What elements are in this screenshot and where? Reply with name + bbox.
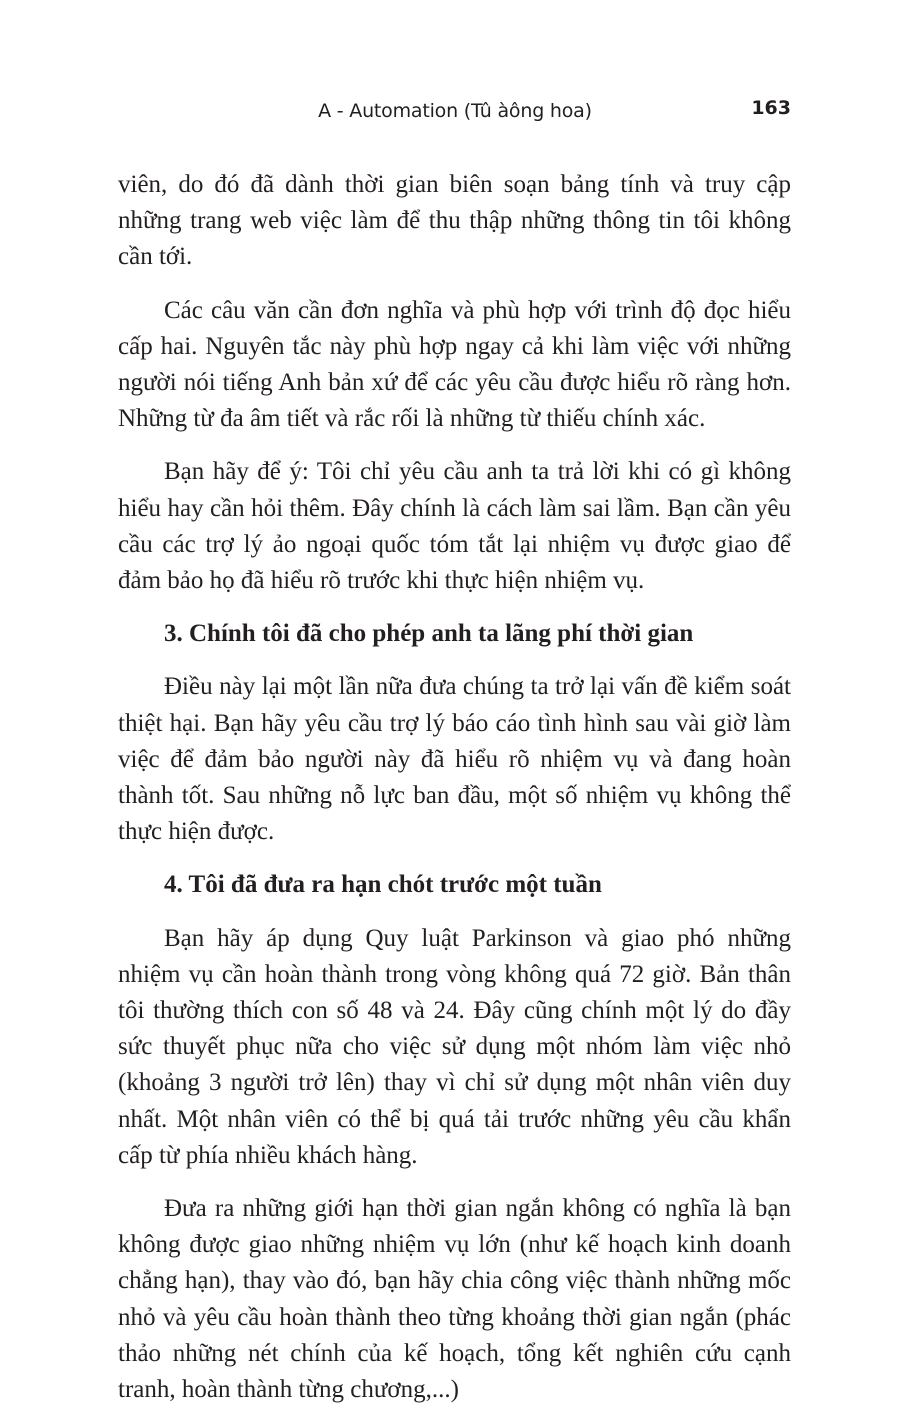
section-heading-3: 3. Chính tôi đã cho phép anh ta lãng phí thời gian bbox=[164, 620, 694, 648]
running-head: A - Automation (Tû àông hoa) bbox=[318, 100, 592, 122]
paragraph: Điều này lại một lần nữa đưa chúng ta trở lại vấn đề kiểm soát thiệt hại. Bạn hãy yêu cầu trợ lý báo cáo tình hình sau vài giờ làm việc để đảm bảo người này đã hiểu rõ nhiệm vụ và đang hoàn thành tốt. Sau những nỗ lực ban đầu, một số nhiệm vụ không thể thực hiện được. bbox=[118, 673, 791, 846]
page-header bbox=[0, 96, 910, 126]
paragraph-continued: viên, do đó đã dành thời gian biên soạn bảng tính và truy cập những trang web việc làm để thu thập những thông tin tôi không cần tới. bbox=[118, 171, 791, 271]
paragraph: Bạn hãy áp dụng Quy luật Parkinson và giao phó những nhiệm vụ cần hoàn thành trong vòng không quá 72 giờ. Bản thân tôi thường thích con số 48 và 24. Đây cũng chính một lý do đầy sức thuyết phục nữa cho việc sử dụng một nhóm làm việc nhỏ (khoảng 3 người trở lên) thay vì chỉ sử dụng một nhân viên duy nhất. Một nhân viên có thể bị quá tải trước những yêu cầu khẩn cấp từ phía nhiều khách hàng. bbox=[118, 924, 791, 1169]
paragraph: Các câu văn cần đơn nghĩa và phù hợp với trình độ đọc hiểu cấp hai. Nguyên tắc này phù hợp ngay cả khi làm việc với những người nói tiếng Anh bản xứ để các yêu cầu được hiểu rõ ràng hơn. Những từ đa âm tiết và rắc rối là những từ thiếu chính xác. bbox=[118, 296, 791, 433]
paragraph: Bạn hãy để ý: Tôi chỉ yêu cầu anh ta trả lời khi có gì không hiểu hay cần hỏi thêm. Đây chính là cách làm sai lầm. Bạn cần yêu cầu các trợ lý ảo ngoại quốc tóm tắt lại nhiệm vụ được giao để đảm bảo họ đã hiểu rõ trước khi thực hiện nhiệm vụ. bbox=[118, 458, 791, 595]
paragraph: Đưa ra những giới hạn thời gian ngắn không có nghĩa là bạn không được giao những nhiệm vụ lớn (như kế hoạch kinh doanh chẳng hạn), thay vào đó, bạn hãy chia công việc thành những mốc nhỏ và yêu cầu hoàn thành theo từng khoảng thời gian ngắn (phác thảo những nét chính của kế hoạch, tổng kết nghiên cứu cạnh tranh, hoàn thành từng chương,...) bbox=[118, 1195, 791, 1404]
page-body bbox=[118, 167, 791, 1425]
section-heading-4: 4. Tôi đã đưa ra hạn chót trước một tuần bbox=[164, 871, 602, 899]
page-number: 163 bbox=[751, 97, 791, 119]
